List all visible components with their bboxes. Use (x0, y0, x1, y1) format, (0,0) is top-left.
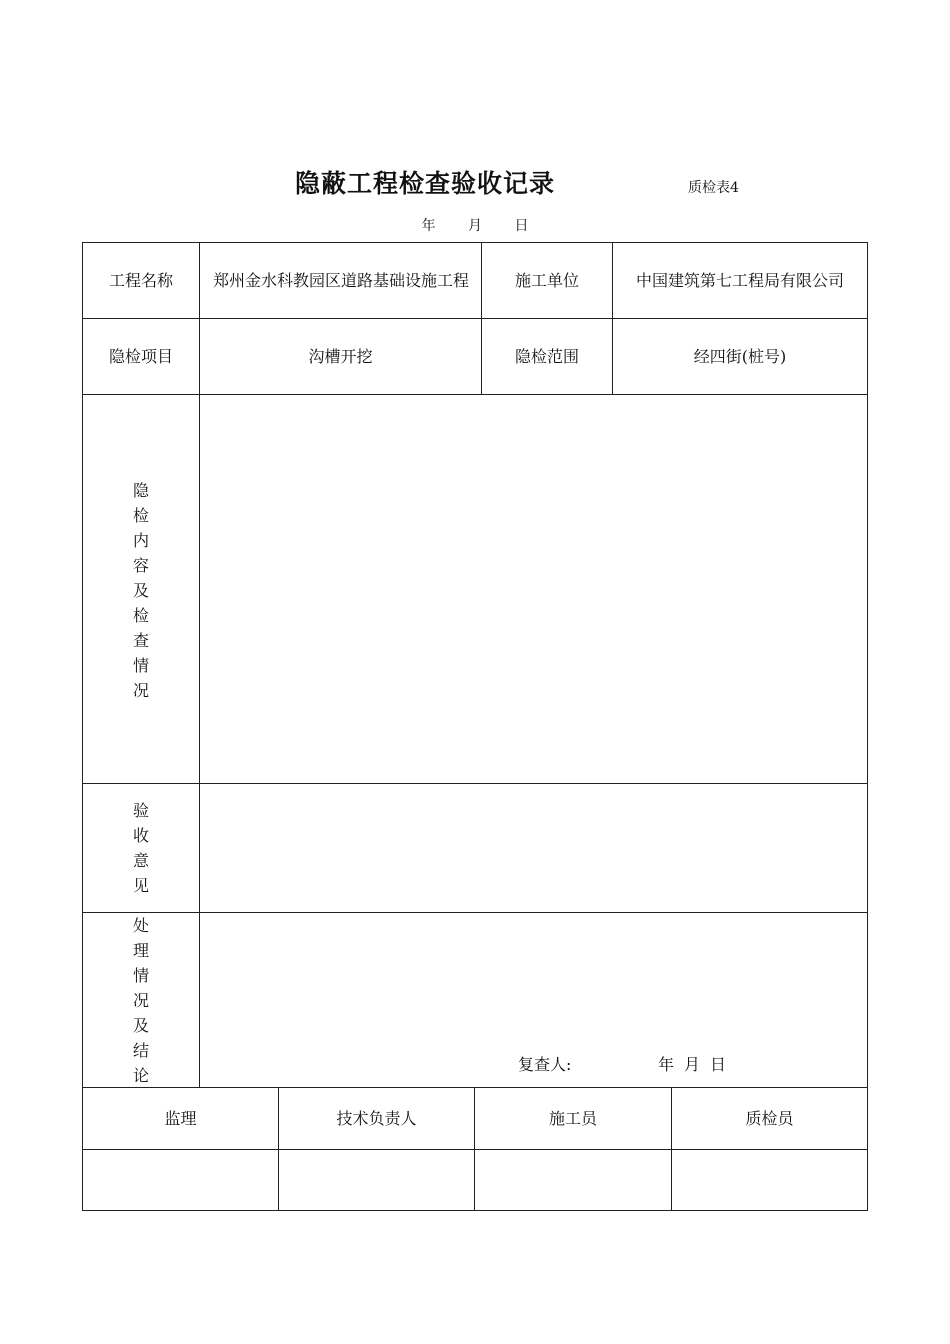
review-date-day: 日 (710, 1055, 727, 1074)
project-name-label: 工程名称 (108, 270, 173, 290)
inspector-label: 质检员 (745, 1108, 794, 1128)
table-rule (82, 1149, 868, 1150)
date-day: 日 (514, 218, 529, 234)
form-code: 质检表4 (688, 180, 739, 196)
project-name-value: 郑州金水科教园区道路基础设施工程 (212, 270, 469, 290)
contractor-value: 中国建筑第七工程局有限公司 (635, 270, 844, 290)
content-label: 隐 检 内 容 及 检 查 情 况 (132, 481, 149, 700)
constructor-label: 施工员 (548, 1108, 597, 1128)
document-title: 隐蔽工程检查验收记录 (294, 169, 555, 198)
review-date-month: 月 (684, 1055, 701, 1074)
tech-lead-label: 技术负责人 (336, 1108, 417, 1128)
inspection-range-value: 经四街(桩号) (693, 346, 787, 366)
contractor-label: 施工单位 (514, 270, 579, 290)
handling-label: 处 理 情 况 及 结 论 (132, 916, 149, 1085)
review-date-year: 年 (658, 1055, 675, 1074)
date-line (0, 215, 950, 235)
inspection-item-value: 沟槽开挖 (308, 346, 373, 366)
inspection-item-label: 隐检项目 (108, 346, 173, 366)
supervisor-label: 监理 (164, 1108, 197, 1128)
date-year: 年 (421, 218, 436, 234)
inspection-range-label: 隐检范围 (514, 346, 579, 366)
date-month: 月 (468, 218, 482, 234)
opinion-label: 验 收 意 见 (132, 801, 149, 895)
reviewer-label: 复查人: (518, 1055, 572, 1074)
